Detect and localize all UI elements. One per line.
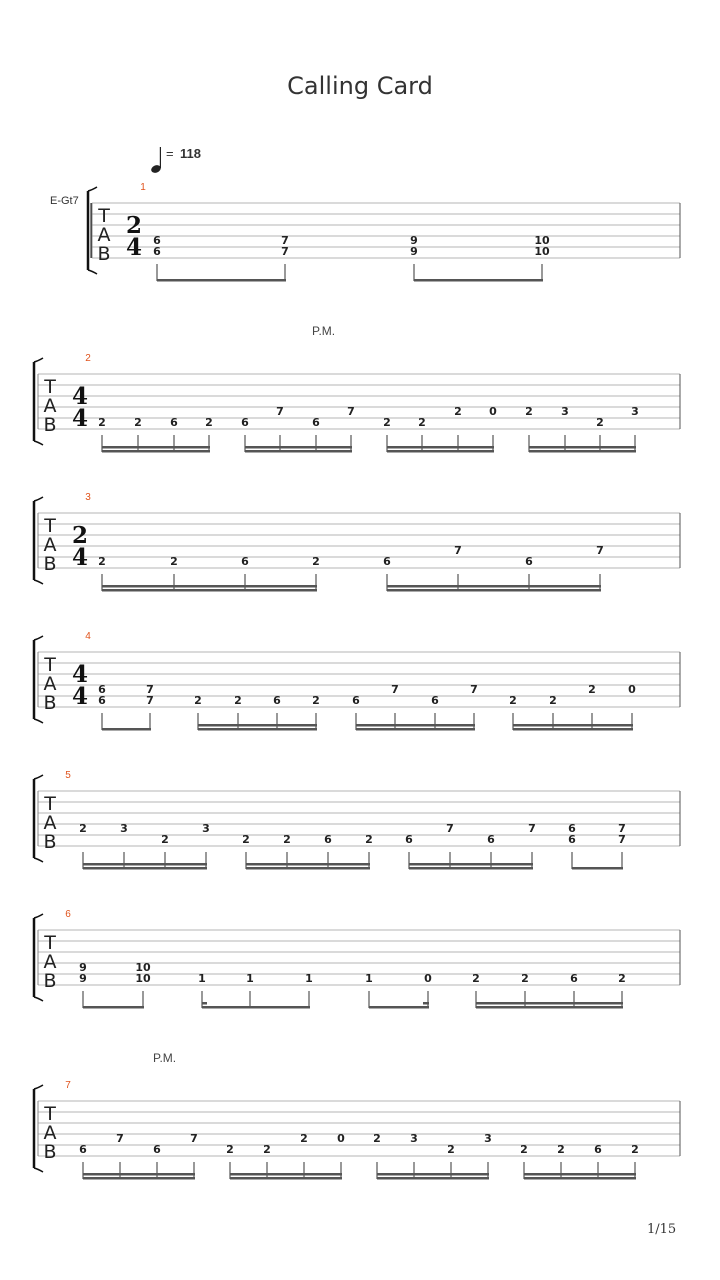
beam <box>409 867 533 870</box>
fret-number: 0 <box>337 1132 345 1145</box>
fret-number: 7 <box>528 822 536 835</box>
beam-secondary <box>83 1173 195 1176</box>
fret-number: 6 <box>431 694 439 707</box>
beam <box>102 450 210 453</box>
fret-number: 6 <box>153 245 161 258</box>
fret-number: 7 <box>454 544 462 557</box>
tab-clef-letter: T <box>44 1103 56 1125</box>
fret-number: 7 <box>281 245 289 258</box>
fret-number: 7 <box>146 694 154 707</box>
measure-number: 5 <box>65 770 71 781</box>
fret-number: 9 <box>410 234 418 247</box>
fret-number: 2 <box>161 833 169 846</box>
fret-number: 10 <box>135 961 151 974</box>
fret-number: 3 <box>410 1132 418 1145</box>
fret-number: 2 <box>418 416 426 429</box>
fret-number: 6 <box>312 416 320 429</box>
measure-number: 2 <box>85 353 91 364</box>
tab-clef-letter: A <box>43 812 57 834</box>
beam <box>83 1177 195 1180</box>
time-signature-numerator: 2 <box>125 212 143 239</box>
bracket-bottom-hook <box>34 580 43 584</box>
fret-number: 2 <box>234 694 242 707</box>
bracket-bottom-hook <box>34 1168 43 1172</box>
tab-clef-letter: B <box>43 970 57 992</box>
fret-number: 2 <box>242 833 250 846</box>
fret-number: 6 <box>170 416 178 429</box>
fret-number: 6 <box>568 822 576 835</box>
tab-clef-letter: B <box>43 1141 57 1163</box>
bracket-bottom-hook <box>34 719 43 723</box>
beam <box>202 1006 310 1009</box>
fret-number: 7 <box>281 234 289 247</box>
beam-secondary <box>356 724 475 727</box>
tab-clef-letter: T <box>44 376 56 398</box>
tab-clef-letter: A <box>97 224 111 246</box>
song-title: Calling Card <box>287 72 433 100</box>
fret-number: 2 <box>365 833 373 846</box>
beam <box>529 450 636 453</box>
fret-number: 6 <box>383 555 391 568</box>
fret-number: 10 <box>534 234 550 247</box>
beam <box>245 450 352 453</box>
fret-number: 2 <box>300 1132 308 1145</box>
fret-number: 6 <box>570 972 578 985</box>
time-signature-denominator: 4 <box>125 234 143 261</box>
fret-number: 2 <box>194 694 202 707</box>
beam-secondary <box>198 724 317 727</box>
fret-number: 2 <box>447 1143 455 1156</box>
tab-clef-letter: B <box>43 414 57 436</box>
fret-number: 3 <box>202 822 210 835</box>
fret-number: 10 <box>135 972 151 985</box>
fret-number: 1 <box>305 972 313 985</box>
tab-staff <box>34 1080 680 1180</box>
beam-secondary <box>246 863 370 866</box>
bracket-bottom-hook <box>34 858 43 862</box>
tab-clef-letter: A <box>43 534 57 556</box>
beam <box>157 279 286 282</box>
fret-number: 3 <box>561 405 569 418</box>
beam-secondary <box>83 863 207 866</box>
beam-secondary <box>230 1173 342 1176</box>
fret-number: 2 <box>373 1132 381 1145</box>
tab-staff <box>34 353 680 453</box>
fret-number: 2 <box>205 416 213 429</box>
beam-secondary <box>102 585 317 588</box>
fret-number: 2 <box>472 972 480 985</box>
fret-number: 2 <box>454 405 462 418</box>
beam <box>414 279 543 282</box>
fret-number: 6 <box>153 234 161 247</box>
beam <box>102 728 151 731</box>
beam <box>102 589 317 592</box>
fret-number: 2 <box>383 416 391 429</box>
fret-number: 7 <box>276 405 284 418</box>
fret-number: 2 <box>549 694 557 707</box>
beam <box>524 1177 636 1180</box>
fret-number: 2 <box>134 416 142 429</box>
fret-number: 7 <box>347 405 355 418</box>
fret-number: 2 <box>631 1143 639 1156</box>
beam <box>83 1006 144 1009</box>
fret-number: 1 <box>365 972 373 985</box>
palm-mute-marking: P.M. <box>153 1051 177 1065</box>
fret-number: 6 <box>79 1143 87 1156</box>
tab-clef-letter: A <box>43 951 57 973</box>
fret-number: 6 <box>273 694 281 707</box>
fret-number: 1 <box>198 972 206 985</box>
beam-secondary <box>524 1173 636 1176</box>
beam <box>198 728 317 731</box>
measure-number: 4 <box>85 631 91 642</box>
fret-number: 7 <box>391 683 399 696</box>
tab-staff <box>34 770 680 870</box>
palm-mute-marking: P.M. <box>312 324 336 338</box>
beam-secondary <box>245 446 352 449</box>
tab-staff <box>88 182 680 282</box>
time-signature-denominator: 4 <box>71 544 89 571</box>
fret-number: 2 <box>588 683 596 696</box>
fret-number: 6 <box>241 555 249 568</box>
fret-number: 10 <box>534 245 550 258</box>
fret-number: 6 <box>98 683 106 696</box>
fret-number: 3 <box>120 822 128 835</box>
fret-number: 3 <box>484 1132 492 1145</box>
fret-number: 6 <box>487 833 495 846</box>
fret-number: 7 <box>618 822 626 835</box>
beam-secondary <box>476 1002 623 1005</box>
time-signature-denominator: 4 <box>71 405 89 432</box>
fret-number: 2 <box>596 416 604 429</box>
bracket-top-hook <box>34 497 43 501</box>
fret-number: 6 <box>352 694 360 707</box>
tab-clef-letter: A <box>43 395 57 417</box>
tab-clef-letter: A <box>43 673 57 695</box>
fret-number: 9 <box>79 972 87 985</box>
fret-number: 6 <box>324 833 332 846</box>
beam-stub <box>423 1002 429 1005</box>
fret-number: 7 <box>146 683 154 696</box>
beam-secondary <box>529 446 636 449</box>
bracket-top-hook <box>34 358 43 362</box>
fret-number: 2 <box>557 1143 565 1156</box>
bracket-top-hook <box>34 775 43 779</box>
tempo-bpm: 118 <box>180 146 201 161</box>
beam <box>369 1006 429 1009</box>
fret-number: 9 <box>410 245 418 258</box>
fret-number: 7 <box>190 1132 198 1145</box>
beam <box>387 450 494 453</box>
bracket-bottom-hook <box>88 270 97 274</box>
fret-number: 2 <box>312 694 320 707</box>
fret-number: 2 <box>170 555 178 568</box>
bracket-top-hook <box>34 636 43 640</box>
page-indicator: 1/15 <box>647 1222 677 1237</box>
fret-number: 6 <box>241 416 249 429</box>
beam-stub <box>202 1002 207 1005</box>
tempo-equals: = <box>166 146 174 161</box>
fret-number: 2 <box>509 694 517 707</box>
fret-number: 0 <box>424 972 432 985</box>
fret-number: 2 <box>525 405 533 418</box>
fret-number: 7 <box>618 833 626 846</box>
tab-clef-letter: T <box>44 793 56 815</box>
bracket-top-hook <box>88 187 97 191</box>
fret-number: 2 <box>618 972 626 985</box>
fret-number: 2 <box>283 833 291 846</box>
bracket-top-hook <box>34 914 43 918</box>
tab-clef-letter: B <box>43 553 57 575</box>
beam <box>387 589 601 592</box>
measure-number: 6 <box>65 909 71 920</box>
fret-number: 7 <box>116 1132 124 1145</box>
time-signature-numerator: 2 <box>71 522 89 549</box>
fret-number: 7 <box>470 683 478 696</box>
tab-clef-letter: A <box>43 1122 57 1144</box>
measure-number: 7 <box>65 1080 71 1091</box>
tab-clef-letter: T <box>44 932 56 954</box>
fret-number: 2 <box>98 555 106 568</box>
fret-number: 2 <box>226 1143 234 1156</box>
fret-number: 0 <box>628 683 636 696</box>
tab-staff <box>34 909 680 1009</box>
beam <box>356 728 475 731</box>
bracket-bottom-hook <box>34 441 43 445</box>
measure-number: 1 <box>140 182 146 193</box>
fret-number: 6 <box>153 1143 161 1156</box>
fret-number: 1 <box>246 972 254 985</box>
beam <box>83 867 207 870</box>
beam-secondary <box>387 585 601 588</box>
measure-number: 3 <box>85 492 91 503</box>
fret-number: 2 <box>312 555 320 568</box>
fret-number: 6 <box>405 833 413 846</box>
fret-number: 6 <box>525 555 533 568</box>
fret-number: 0 <box>489 405 497 418</box>
fret-number: 2 <box>263 1143 271 1156</box>
fret-number: 2 <box>98 416 106 429</box>
beam <box>377 1177 489 1180</box>
fret-number: 2 <box>79 822 87 835</box>
instrument-label: E-Gt7 <box>50 195 79 207</box>
tab-clef-letter: B <box>97 243 111 265</box>
tab-staff <box>34 631 680 731</box>
fret-number: 9 <box>79 961 87 974</box>
bracket-bottom-hook <box>34 997 43 1001</box>
bracket-top-hook <box>34 1085 43 1089</box>
beam <box>476 1006 623 1009</box>
fret-number: 7 <box>446 822 454 835</box>
beam <box>513 728 633 731</box>
tab-clef-letter: T <box>44 654 56 676</box>
beam <box>230 1177 342 1180</box>
tab-staff <box>34 492 680 592</box>
beam <box>572 867 623 870</box>
time-signature-numerator: 4 <box>71 383 89 410</box>
fret-number: 7 <box>596 544 604 557</box>
fret-number: 6 <box>594 1143 602 1156</box>
time-signature-denominator: 4 <box>71 683 89 710</box>
fret-number: 2 <box>521 972 529 985</box>
beam-secondary <box>102 446 210 449</box>
fret-number: 2 <box>520 1143 528 1156</box>
fret-number: 6 <box>98 694 106 707</box>
fret-number: 3 <box>631 405 639 418</box>
time-signature-numerator: 4 <box>71 661 89 688</box>
tab-clef-letter: B <box>43 831 57 853</box>
beam <box>246 867 370 870</box>
fret-number: 6 <box>568 833 576 846</box>
tab-clef-letter: T <box>98 205 110 227</box>
tab-clef-letter: T <box>44 515 56 537</box>
tab-clef-letter: B <box>43 692 57 714</box>
beam-secondary <box>377 1173 489 1176</box>
beam-secondary <box>387 446 494 449</box>
beam-secondary <box>513 724 633 727</box>
beam-secondary <box>409 863 533 866</box>
